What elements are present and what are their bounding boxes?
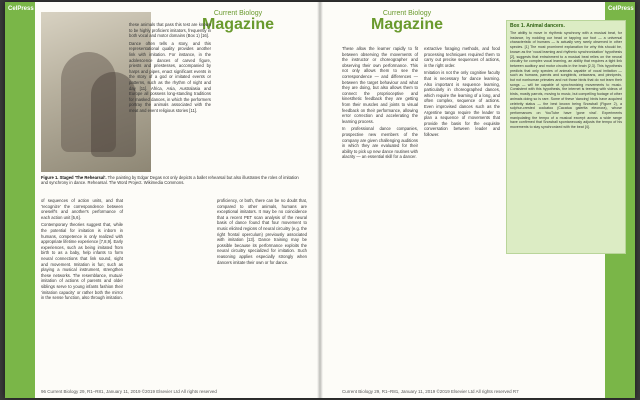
paragraph: proficiency, or both, there can be no doubt that, compared to other animals, humans are exceptional imitators. It may be no coincidence that a recent PET scan analysis of the neural basis of dance found that four movement to music elicited regions of neural circuitry (e.g. the right frontal operculum) previously associated with imitation [13]. Dance training may be possible because its performance exploits the neural circuitry specialized for imitation. Such reasoning applies especially strongly when dancers imitate their own or for dance. [217, 198, 307, 265]
masthead-right [342, 10, 472, 33]
left-column-2 [129, 22, 211, 116]
right-column-2 [424, 46, 500, 140]
paragraph: Dance often tells a story, and this representational quality provides another link with imitation. For instance, in the adolescence dances of carved figure, priests and priestesses, accompanied by harps and pipes, enact significant events in the story of a god or imitated events or patterns, such as the rhythm of night and day [11]. Africa, Asia, Australasia and Europe all possess long-standing traditions for masked dances, in which the performers portray the animals associated with the meat and event religious stories [11]. [129, 40, 211, 113]
magazine-spread [5, 2, 635, 398]
cellpress-logo: CelPress [8, 6, 34, 12]
figure-caption-title: Figure 1. Staged 'The Rehearsal'. [41, 175, 107, 180]
magazine-title: Magazine [201, 16, 274, 33]
left-column-3 [217, 198, 307, 267]
journal-name: Current Biology [382, 10, 432, 17]
left-footer: 96 Current Biology 29, R1–R81, January 11, 2019 ©2019 Elsevier Ltd All rights reserved [41, 389, 217, 394]
box-title: Box 1. Animal dancers. [510, 23, 565, 29]
cellpress-logo: CelPress [608, 6, 634, 12]
paragraph: These allow the learner rapidly to fit between observing the movements of the instructor or choreographer and observing their own performance. This not only allows them to see the correspondence — and differences — between the target behaviour and what they are doing, but also allows them to connect the proprioceptive and kinesthetic feedback they are getting from their muscles and joints to visual feedback on their performance, allowing error correction and accelerating the learning process. [342, 46, 418, 124]
box-animal-dancers [506, 20, 626, 254]
left-column-1 [41, 198, 123, 303]
paragraph: Imitation is not the only cognitive faculty that is necessary for dance learning. Also important is sequence learning, particularly in choreographed dances, which require the learning of a long, and often complex, sequence of actions. Even improvised dances such as the Argentine tango require the leader to plan a sequence of movements that provide the basis for the exquisite conversation between leader and follower. [424, 70, 500, 137]
paragraph: Contemporary theories suggest that, while the potential for imitation is inborn in humans, competence is only realized with appropriate lifetime experience [7,8,9]. Early experiences, such as being imitated from birth to as a baby, help infants to form neural connections that link sound, sight and movement. Imitation is fun; such as playing a musical instrument, strengthen these networks. The resemblance, mutual-imitation of actions of parents and older siblings serve to young infants fashion their 'imitation capacity' or rather both the mirror in the sense function, also through imitation. [41, 222, 123, 301]
journal-name: Current Biology [213, 10, 263, 17]
paragraph: In professional dance companies, prospective new members of the company are given challenging auditions in which they are evaluated for their ability to pick up new dance routines with alacrity — an essential skill for a dancer. [342, 126, 418, 160]
right-column-1 [342, 46, 418, 162]
figure-caption [41, 175, 301, 186]
paragraph: extractive foraging methods, and food processing techniques required them to carry out precise sequences of actions, in the right order. [424, 46, 500, 68]
page-gutter [317, 2, 323, 398]
box-text: The ability to move in rhythmic synchrony with a musical beat, for instance, by nodding our head or tapping our foot — a universal characteristic of humans — is actually very rarely observed in other species. [1] The most prominent explanation for why this should be, known as the 'vocal learning and rhythmic synchronization' hypothesis [2], suggests that entrainment to a musical beat relies on the neural circuitry for complex vocal learning, an ability that requires a tight link between auditory and motor circuits in the brain [2,3]. This hypothesis predicts that only species of animals capable of vocal imitation — such as humans, parrots and songbirds, cetaceans, and pinnipeds, but not nonhuman primates and not those birds that do not learn their songs — will be capable of synchronizing movements to music. Consistent with this hypothesis, the internet is teeming with videos of birds, mostly parrots, moving to music, but compelling footage of other animals doing so is rare. Some of these 'dancing' birds have acquired celebrity status — the best known being Snowball (Figure 2), a sulphur-crested cockatoo (Cacatua galerita eleonora), whose performances on YouTube have 'gone viral'. Experiments manipulating the tempo of a musical excerpt across a wide range have confirmed that Snowball spontaneously adjusts the tempo of his movements to stay synchronized with the beat [4]. [510, 31, 622, 130]
paragraph: of sequences of action units, and that 'recognize' the correspondence between oneself's and another's performance of each action unit [5,6]. [41, 198, 123, 220]
cellpress-sidebar [5, 2, 35, 398]
paragraph: these animals that pass this test are known to be highly proficient imitators, frequently in both vocal and motor domains (Box 1) [16]. [129, 22, 211, 39]
right-page [320, 2, 635, 398]
left-page [5, 2, 320, 398]
magazine-title: Magazine [370, 16, 443, 33]
figure-caption-text: The painting by Edgar Degas not only depicts a ballet rehearsal but also illustrates the roles of imitation and synchrony in dance. Rehearsal. The Word Project. Wikimedia Commons. [41, 175, 299, 186]
right-footer: Current Biology 29, R1–R81, January 11, 2019 ©2019 Elsevier Ltd All rights reserved R7 [342, 389, 519, 394]
